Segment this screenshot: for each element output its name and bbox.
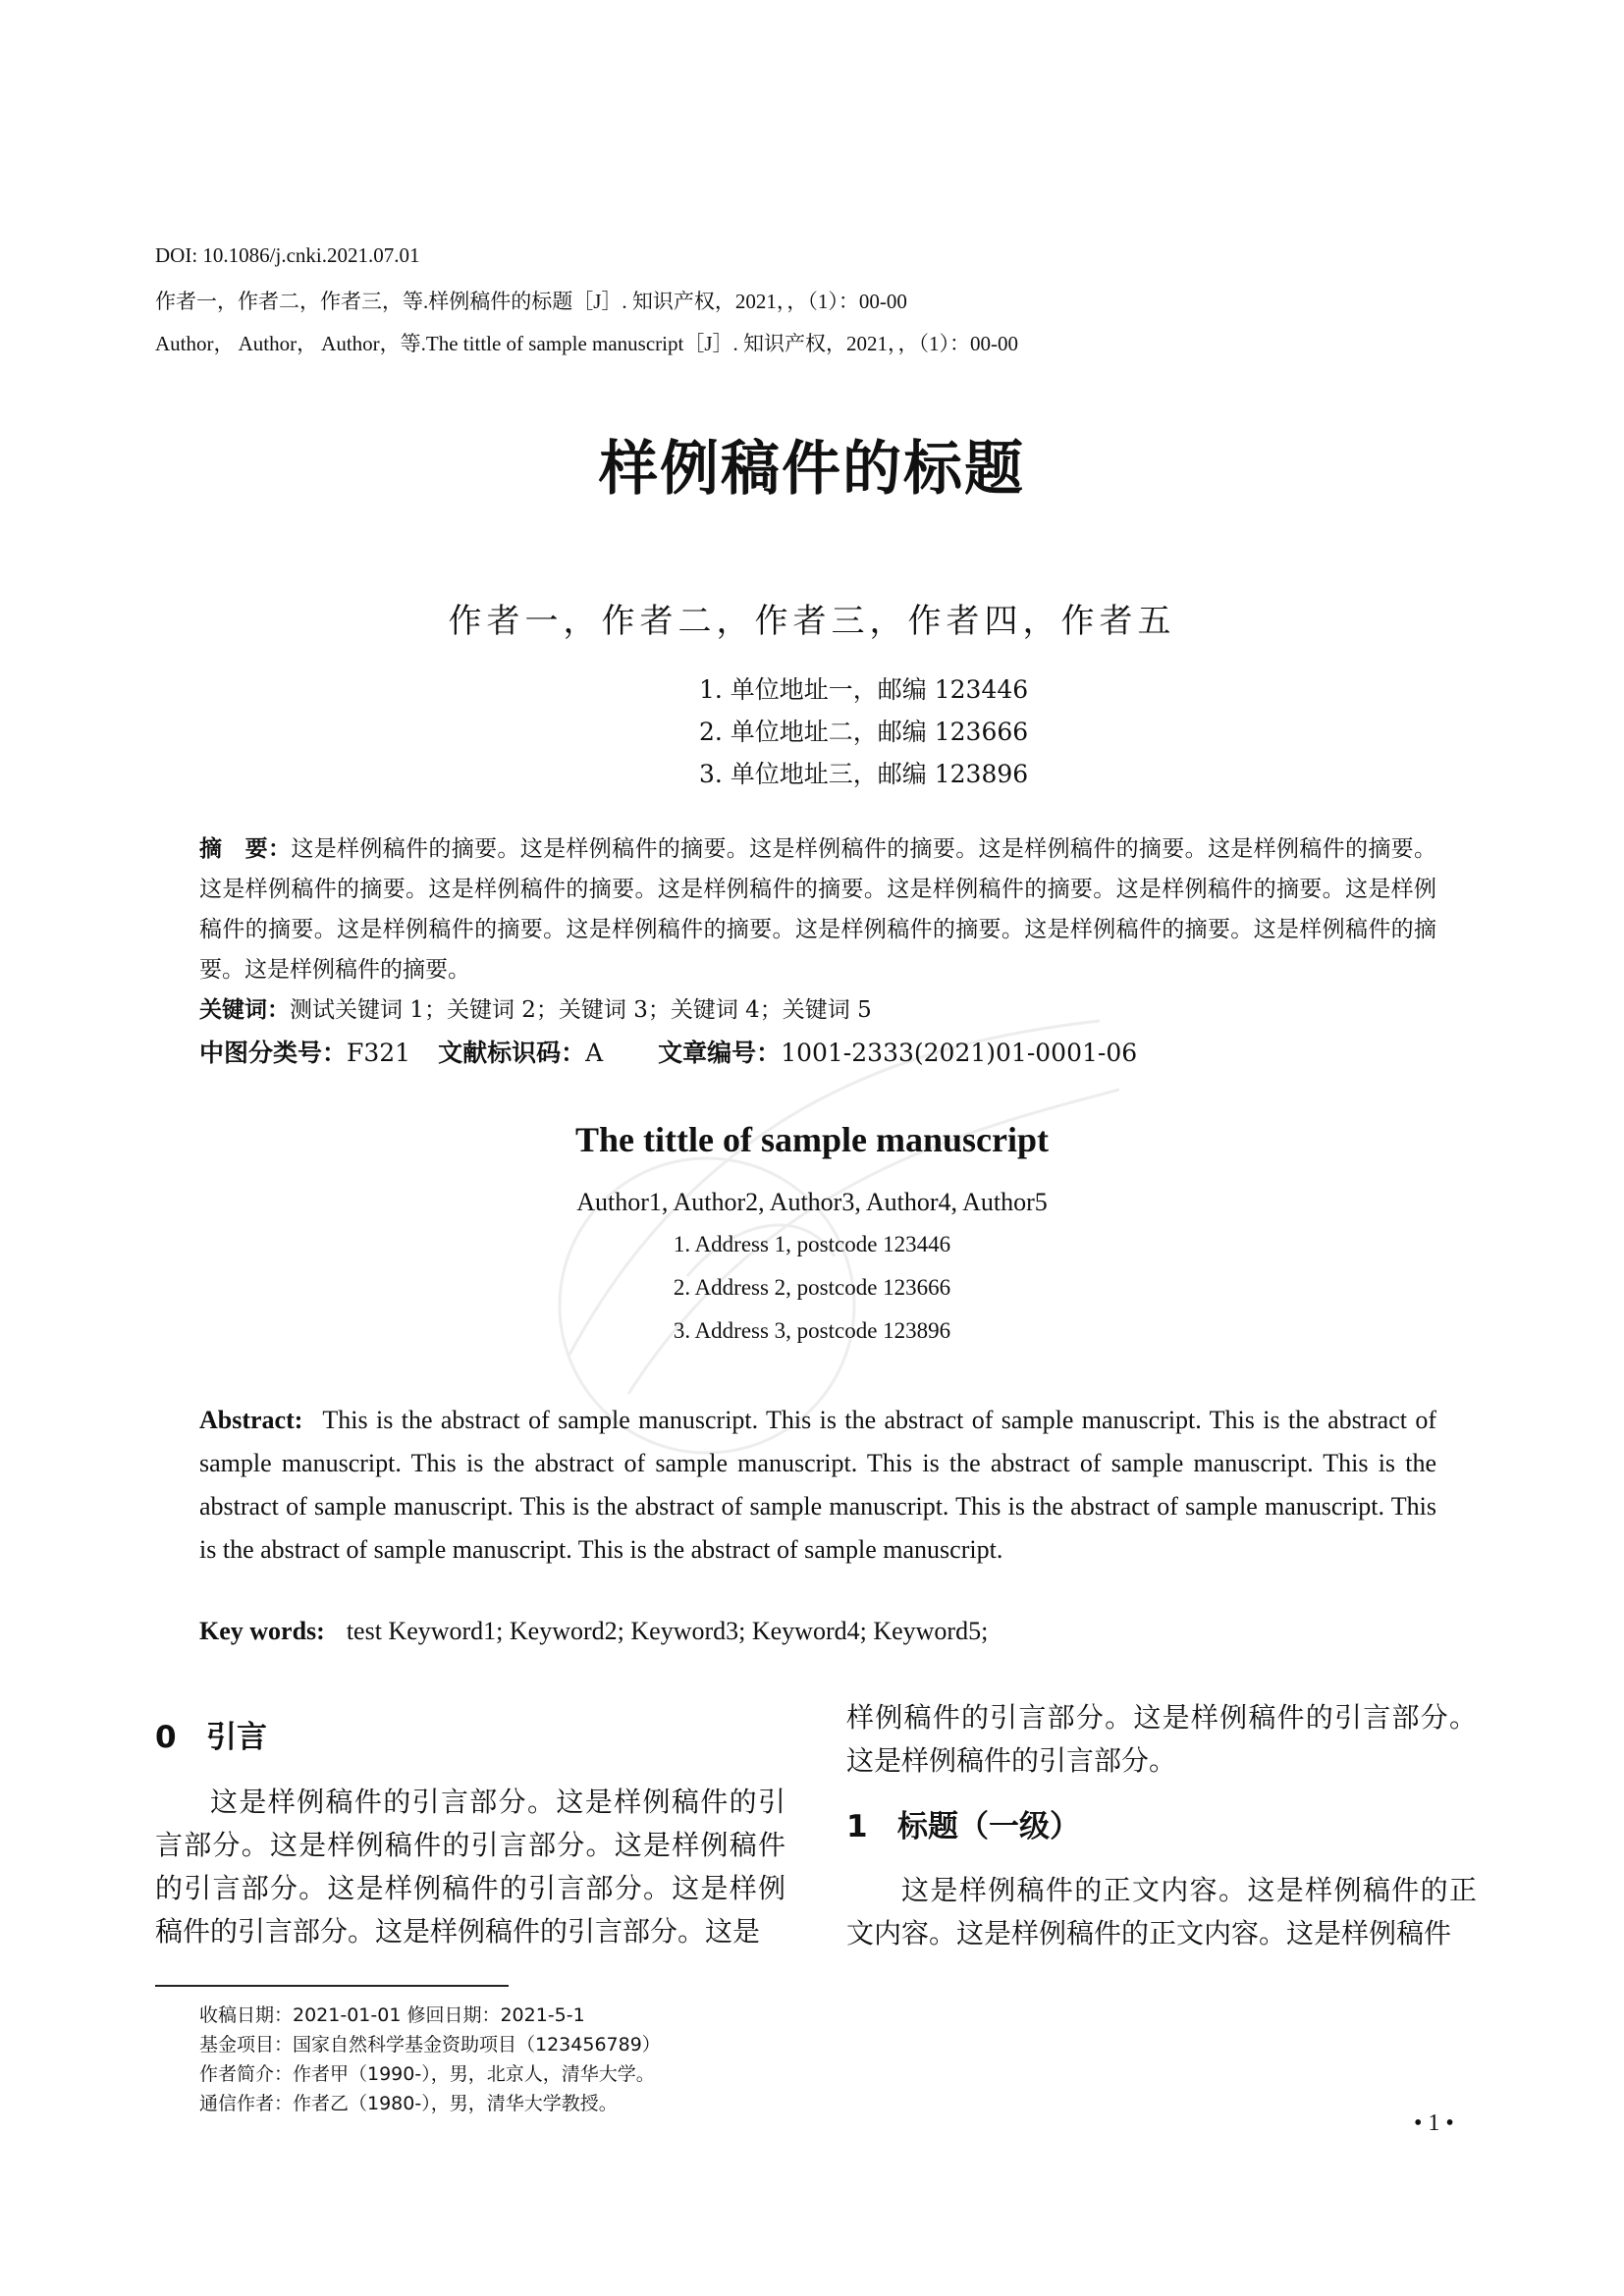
authors-en: Author1, Author2, Author3, Author4, Author5 (576, 1188, 1048, 1216)
abstract-cn (199, 829, 1436, 990)
abstract-en (199, 1399, 1436, 1572)
page-number: • 1 • (1414, 2110, 1454, 2136)
footnote-funding: 基金项目：国家自然科学基金资助项目（123456789） (199, 2034, 661, 2056)
footnote-author-bio: 作者简介：作者甲（1990-），男，北京人，清华大学。 (199, 2063, 655, 2085)
citation-cn: 作者一，作者二，作者三，等.样例稿件的标题［J］. 知识产权，2021，，（1）：00-00 (155, 290, 907, 313)
section-1-title: 标题（一级） (897, 1809, 1080, 1844)
affiliation-cn-2: 2. 单位地址二，邮编 123666 (699, 718, 1029, 746)
affiliation-en-2: 2. Address 2, postcode 123666 (673, 1275, 951, 1300)
abstract-en-label: Abstract: (199, 1406, 303, 1434)
doi-line: DOI: 10.1086/j.cnki.2021.07.01 (155, 243, 420, 267)
section-0-number: 0 (155, 1720, 177, 1755)
footnote-rule (155, 1985, 509, 1987)
article-number-label: 文章编号： (658, 1039, 782, 1067)
abstract-en-text: This is the abstract of sample manuscript. This is the abstract of sample manuscript. This is the abstract of sample manuscript. This is the abstract of sample manuscript. This is the abstract of sample manuscript. This is the abstract of sample manuscript. This is the abstract of sample manuscript. This is the abstract of sample manuscript. This is the abstract of sample manuscript. This is the abstract of sample manuscript. (199, 1406, 1436, 1564)
section-0-heading (155, 1716, 785, 1759)
keywords-cn-text: 测试关键词 1；关键词 2；关键词 3；关键词 4；关键词 5 (290, 997, 872, 1023)
footnote-corresponding-author: 通信作者：作者乙（1980-），男，清华大学教授。 (199, 2093, 618, 2114)
clc-label: 中图分类号： (199, 1039, 348, 1067)
section-1-number: 1 (846, 1809, 868, 1844)
citation-en: Author， Author， Author，等.The tittle of sample manuscript［J］. 知识产权，2021，，（1）：00-00 (155, 332, 1019, 355)
classification-cn (199, 1034, 1137, 1069)
abstract-cn-label: 摘 要： (199, 836, 292, 862)
keywords-en (199, 1617, 988, 1646)
section-1-body: 这是样例稿件的正文内容。这是样例稿件的正文内容。这是样例稿件的正文内容。这是样例稿件 (846, 1874, 1477, 1949)
section-0-body: 这是样例稿件的引言部分。这是样例稿件的引言部分。这是样例稿件的引言部分。这是样例稿件的引言部分。这是样例稿件的引言部分。这是样例稿件的引言部分。这是样例稿件的引言部分。这是 (155, 1786, 785, 1948)
article-number-value: 1001-2333(2021)01-0001-06 (781, 1039, 1138, 1067)
doc-code-value: A (585, 1039, 604, 1067)
affiliation-en-3: 3. Address 3, postcode 123896 (673, 1318, 951, 1343)
section-0-body-continued: 样例稿件的引言部分。这是样例稿件的引言部分。这是样例稿件的引言部分。 (846, 1701, 1477, 1777)
keywords-cn-label: 关键词： (199, 997, 290, 1023)
paper-title-en: The tittle of sample manuscript (575, 1120, 1049, 1159)
affiliation-cn-1: 1. 单位地址一，邮编 123446 (699, 675, 1029, 704)
footnote-received-date: 收稿日期：2021-01-01 修回日期：2021-5-1 (199, 2004, 585, 2026)
section-0-title: 引言 (206, 1720, 267, 1755)
authors-cn: 作者一，作者二，作者三，作者四，作者五 (448, 602, 1176, 641)
keywords-en-text: test Keyword1; Keyword2; Keyword3; Keyword4; Keyword5; (346, 1617, 989, 1645)
keywords-en-label: Key words: (199, 1617, 325, 1645)
keywords-cn (199, 991, 872, 1024)
doc-code-label: 文献标识码： (438, 1039, 586, 1067)
paper-title-cn: 样例稿件的标题 (599, 435, 1025, 504)
abstract-cn-text: 这是样例稿件的摘要。这是样例稿件的摘要。这是样例稿件的摘要。这是样例稿件的摘要。这是样例稿件的摘要。这是样例稿件的摘要。这是样例稿件的摘要。这是样例稿件的摘要。这是样例稿件的摘要。这是样例稿件的摘要。这是样例稿件的摘要。这是样例稿件的摘要。这是样例稿件的摘要。这是样例稿件的摘要。这是样例稿件的摘要。这是样例稿件的摘要。这是样例稿件的摘要。 (199, 836, 1437, 983)
footnotes (199, 2001, 661, 2118)
section-1-heading (846, 1805, 1477, 1848)
affiliation-en-1: 1. Address 1, postcode 123446 (673, 1232, 951, 1256)
affiliation-cn-3: 3. 单位地址三，邮编 123896 (699, 760, 1029, 788)
clc-value: F321 (347, 1039, 411, 1067)
